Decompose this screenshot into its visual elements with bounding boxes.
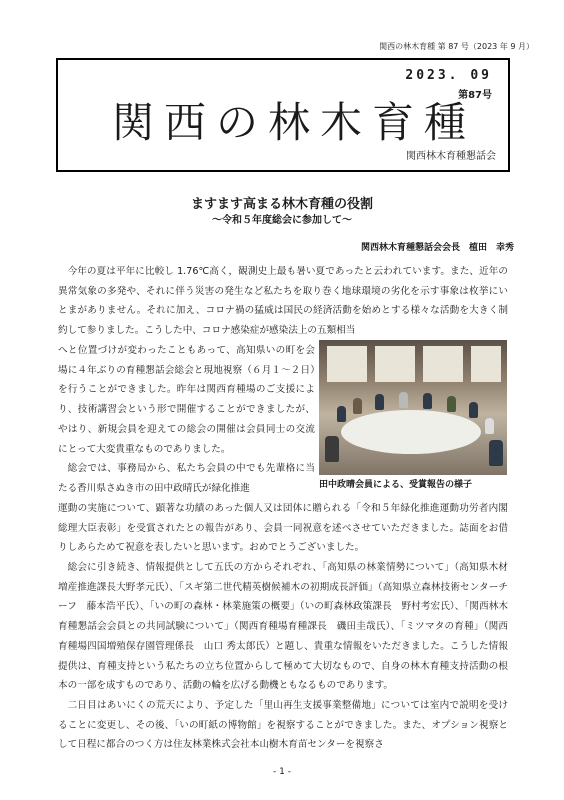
paragraph-4: 二日目はあいにくの荒天により、予定した「里山再生支援事業整備地」については室内で説明を受けることに変更し、その後、「いの町紙の博物館」を視察することができました。また、オプション視察として日程に都合のつく方は住友林業株式会社本山樹木育苗センターを視察さ [58,700,508,751]
meeting-photo [319,340,507,475]
article-subtitle: ～令和５年度総会に参加して～ [212,215,352,226]
paragraph-1-narrow: へと位置づけが変わったこともあって、高知県いの町を会場に４年ぶりの育種懇話会総会と現地視察（６月１～２日）を行うことができました。昨年は関西育種場のご支援により、技術講習会という形で開催することができましたが、やはり、新規会員を迎えての総会の開催は会員同士の交流にとって大変貴重なものでありました。 総会では、事務局から、私たち会員の中でも先輩格に当たる香川県さぬき市の田中政晴氏が緑化推進 [58,345,315,494]
masthead [56,58,510,172]
issue-date: 2023. 09 [405,68,492,83]
paragraph-1-top: 今年の夏は平年に比較し 1.76℃高く，観測史上最も暑い夏であったと云われています。また、近年の異常気象の多発や、それに伴う災害の発生など私たちを取り巻く地球環境の劣化を示す事象は枚挙にいとまがありません。それに加え、コロナ禍の猛威は国民の経済活動を始めとする様々な活動を大きく制約して参りました。こうした中、コロナ感染症が感染法上の五類相当 [58,266,508,337]
newsletter-title: 関西の林木育種 [112,98,477,147]
issue-number: 第87号 [458,90,492,101]
page-number: - 1 - [273,767,291,777]
article-author: 関西林木育種懇話会会長 植田 幸秀 [360,243,514,253]
newsletter-header: 関西の林木育種 第 87 号（2023 年 9 月） [379,42,534,51]
photo-caption: 田中政晴会員による、受賞報告の様子 [319,480,473,490]
paragraph-2: 運動の実施について、顕著な功績のあった個人又は団体に贈られる「令和５年緑化推進運動功労者内閣総理大臣表彰」を受賞されたとの報告があり、会員一同祝意を述べさせていただきました。誌面をお借りしあらためて祝意を表したいと思います。おめでとうございました。 [58,503,508,554]
publisher-name: 関西林木育種懇話会 [406,151,496,162]
article-title: ますます高まる林木育種の役割 [190,197,373,212]
paragraph-3: 総会に引き続き、情報提供として五氏の方からそれぞれ、「高知県の林業情勢について」（高知県木材増産推進課長大野孝元氏）、「スギ第二世代精英樹候補木の初期成長評価」（高知県立森林技術センターチーフ 藤本浩平氏）、「いの町の森林・林業施策の概要」（いの町森林政策課長 野村考宏氏）、「関西林木育種懇話会会員との共同試験について」（関西育種場育種課長 磯田圭哉氏）、「ミツマタの育種」（関西育種場四国増殖保存園管理係長 山口 秀太郎氏）と題し、貴重な情報をいただきました。こうした情報提供は、育種支持という私たちの立ち位置からして極めて大切なもので、自身の林木育種支持活動の根本の一部を成すものであり、活動の輪を広げる動機ともなるものであります。 [58,562,508,692]
